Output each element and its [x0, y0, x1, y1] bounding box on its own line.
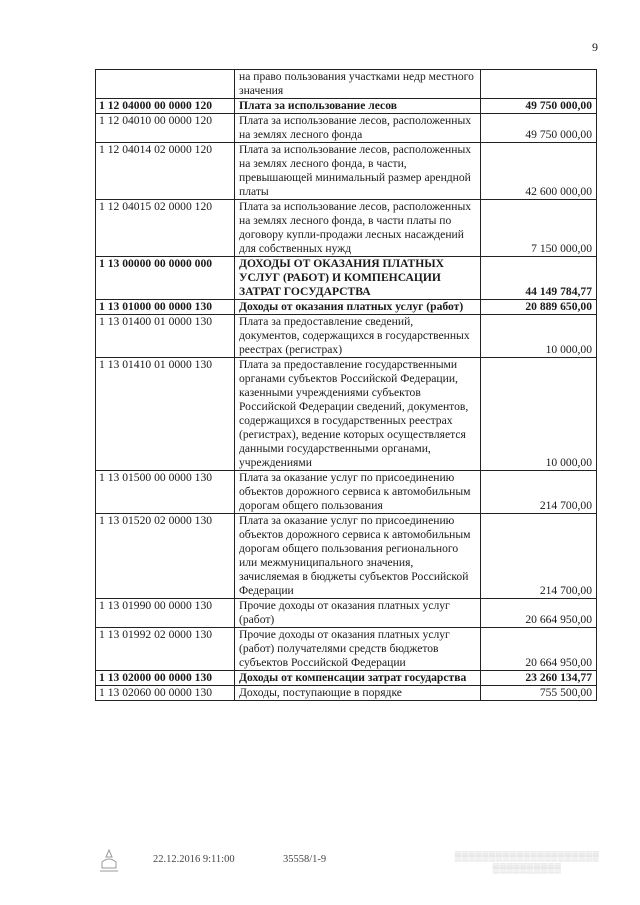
- amount-cell: [481, 70, 597, 99]
- table-row: [96, 358, 597, 471]
- name-cell: Доходы от оказания платных услуг (работ): [235, 300, 481, 315]
- code-cell: 1 13 02060 00 0000 130: [96, 686, 235, 701]
- code-cell: 1 13 02000 00 0000 130: [96, 671, 235, 686]
- footer-date: 22.12.2016 9:11:00: [153, 854, 235, 865]
- amount-cell: 20 664 950,00: [481, 599, 597, 628]
- code-cell: 1 13 01990 00 0000 130: [96, 599, 235, 628]
- table-row: [96, 70, 597, 99]
- code-cell: 1 13 01400 01 0000 130: [96, 315, 235, 358]
- code-cell: 1 12 04015 02 0000 120: [96, 200, 235, 257]
- table-row: [96, 599, 597, 628]
- code-cell: 1 12 04010 00 0000 120: [96, 114, 235, 143]
- amount-cell: 49 750 000,00: [481, 114, 597, 143]
- table-row: [96, 471, 597, 514]
- code-cell: 1 12 04000 00 0000 120: [96, 99, 235, 114]
- table-row: [96, 99, 597, 114]
- amount-cell: 23 260 134,77: [481, 671, 597, 686]
- table-row: [96, 257, 597, 300]
- amount-cell: 44 149 784,77: [481, 257, 597, 300]
- code-cell: 1 13 01500 00 0000 130: [96, 471, 235, 514]
- amount-cell: 10 000,00: [481, 358, 597, 471]
- name-cell: Прочие доходы от оказания платных услуг (работ): [235, 599, 481, 628]
- amount-cell: 42 600 000,00: [481, 143, 597, 200]
- code-cell: 1 13 01410 01 0000 130: [96, 358, 235, 471]
- code-cell: 1 12 04014 02 0000 120: [96, 143, 235, 200]
- name-cell: Плата за использование лесов: [235, 99, 481, 114]
- name-cell: Плата за использование лесов, расположенных на землях лесного фонда, в части, превышающей минимальный размер арендной платы: [235, 143, 481, 200]
- name-cell: Плата за оказание услуг по присоединению объектов дорожного сервиса к автомобильным дорогам общего пользования регионального или межмуниципального значения, зачисляемая в бюджеты субъектов Российской Федерации: [235, 514, 481, 599]
- name-cell: ДОХОДЫ ОТ ОКАЗАНИЯ ПЛАТНЫХ УСЛУГ (РАБОТ) И КОМПЕНСАЦИИ ЗАТРАТ ГОСУДАРСТВА: [235, 257, 481, 300]
- page-number: 9: [592, 40, 598, 54]
- amount-cell: 7 150 000,00: [481, 200, 597, 257]
- name-cell: Доходы, поступающие в порядке: [235, 686, 481, 701]
- amount-cell: 49 750 000,00: [481, 99, 597, 114]
- amount-cell: 10 000,00: [481, 315, 597, 358]
- name-cell: Доходы от компенсации затрат государства: [235, 671, 481, 686]
- name-cell: Плата за использование лесов, расположенных на землях лесного фонда, в части платы по договору купли-продажи лесных насаждений для собственных нужд: [235, 200, 481, 257]
- revenue-table: [95, 69, 597, 701]
- table-row: [96, 114, 597, 143]
- amount-cell: 214 700,00: [481, 514, 597, 599]
- table-row: [96, 300, 597, 315]
- table-row: [96, 671, 597, 686]
- name-cell: Плата за предоставление государственными органами субъектов Российской Федерации, казенными учреждениями субъектов Российской Федерации сведений, документов, содержащихся в государственных реестрах (регистрах), ведение которых осуществляется данными государственными органами, учреждениями: [235, 358, 481, 471]
- code-cell: 1 13 01992 02 0000 130: [96, 628, 235, 671]
- table-row: [96, 628, 597, 671]
- code-cell: 1 13 00000 00 0000 000: [96, 257, 235, 300]
- code-cell: 1 13 01000 00 0000 130: [96, 300, 235, 315]
- amount-cell: 20 664 950,00: [481, 628, 597, 671]
- table-row: [96, 686, 597, 701]
- code-cell: 1 13 01520 02 0000 130: [96, 514, 235, 599]
- name-cell: на право пользования участками недр местного значения: [235, 70, 481, 99]
- name-cell: Плата за использование лесов, расположенных на землях лесного фонда: [235, 114, 481, 143]
- name-cell: Плата за предоставление сведений, документов, содержащихся в государственных реестрах (регистрах): [235, 315, 481, 358]
- table-row: [96, 200, 597, 257]
- amount-cell: 214 700,00: [481, 471, 597, 514]
- footer-doc-id: 35558/1-9: [283, 854, 327, 865]
- logo-icon: [98, 848, 120, 874]
- table-row: [96, 315, 597, 358]
- name-cell: Прочие доходы от оказания платных услуг (работ) получателями средств бюджетов субъектов Российской Федерации: [235, 628, 481, 671]
- table-row: [96, 143, 597, 200]
- amount-cell: 20 889 650,00: [481, 300, 597, 315]
- code-cell: [96, 70, 235, 99]
- name-cell: Плата за оказание услуг по присоединению объектов дорожного сервиса к автомобильным дорогам общего пользования: [235, 471, 481, 514]
- faded-stamp: ▒▒▒▒▒▒▒▒▒▒▒▒▒▒▒▒▒▒▒▒▒ ▒▒▒▒▒▒▒▒▒▒: [454, 851, 600, 873]
- table-row: [96, 514, 597, 599]
- amount-cell: 755 500,00: [481, 686, 597, 701]
